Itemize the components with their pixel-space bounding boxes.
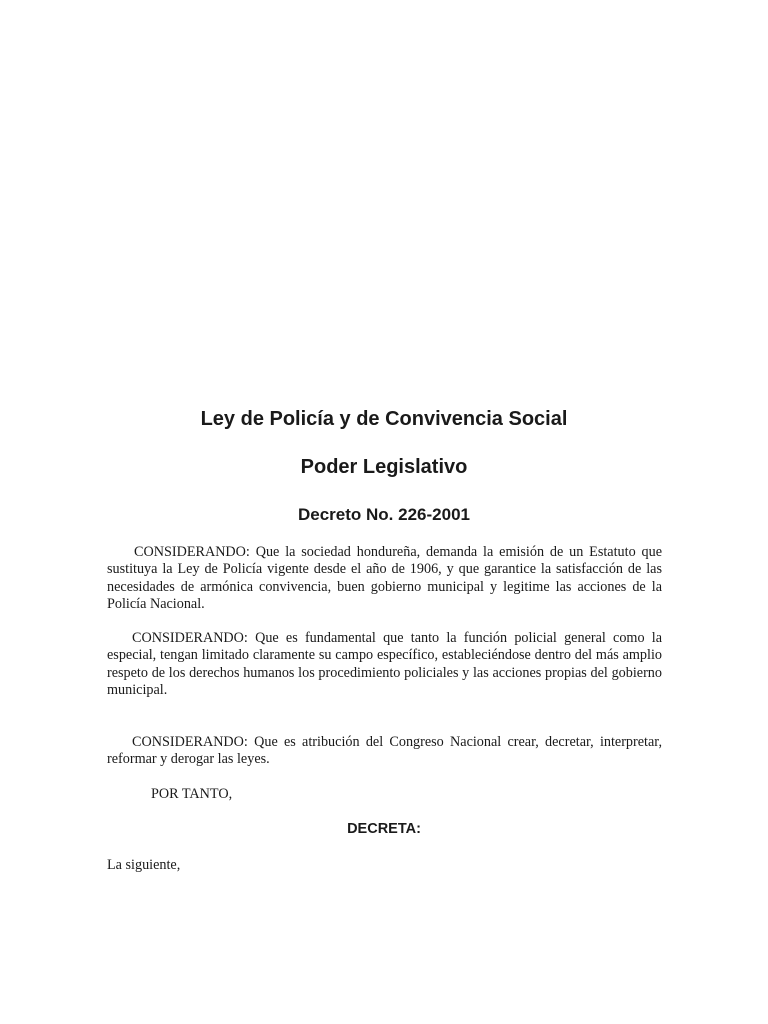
decree-number: Decreto No. 226-2001 — [298, 505, 470, 524]
considerando-paragraph-2: CONSIDERANDO: Que es fundamental que tanto la función policial general como la especial, tengan limitado claramente su campo específico, estableciéndose dentro del más amplio respeto de los derechos humanos los procedimiento policiales y las acciones propias del gobierno municipal. — [107, 630, 662, 699]
considerando-paragraph-3: CONSIDERANDO: Que es atribución del Congreso Nacional crear, decretar, interpretar, reformar y derogar las leyes. — [107, 734, 662, 768]
document-subtitle: Poder Legislativo — [300, 456, 468, 478]
decreta-heading: DECRETA: — [347, 821, 421, 837]
por-tanto-paragraph: POR TANTO, — [151, 786, 233, 802]
document-title: Ley de Policía y de Convivencia Social — [200, 408, 568, 430]
considerando-paragraph-1: CONSIDERANDO: Que la sociedad hondureña, demanda la emisión de un Estatuto que sustituya la Ley de Policía vigente desde el año de 1906, y que garantice la satisfacción de las necesidades de armónica convivencia, buen gobierno municipal y legitime las acciones de la Policía Nacional. — [107, 544, 662, 613]
closing-line: La siguiente, — [107, 857, 181, 873]
